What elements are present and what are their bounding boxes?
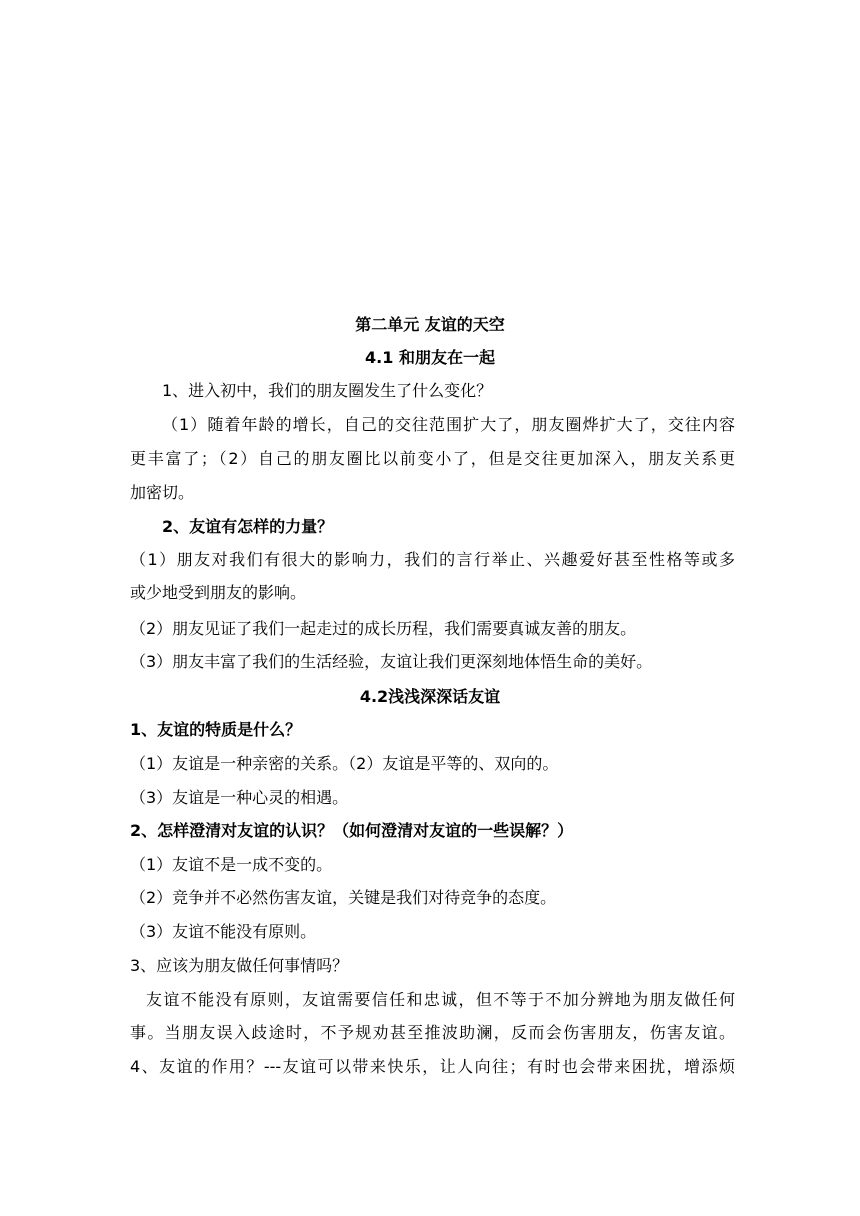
answer-2-item-1-line-1: （1）朋友对我们有很大的影响力，我们的言行举止、兴趣爱好甚至性格等或多 [130, 550, 735, 569]
answer-clarify-item-1: （1）友谊不是一成不变的。 [130, 855, 333, 874]
answer-2-item-2: （2）朋友见证了我们一起走过的成长历程，我们需要真诚友善的朋友。 [130, 619, 637, 638]
question-clarify-friendship: 2、怎样澄清对友谊的认识？（如何澄清对友谊的一些误解？） [130, 821, 574, 840]
unit-title: 第二单元 友谊的天空 [355, 315, 505, 334]
answer-clarify-item-2: （2）竞争并不必然伤害友谊，关键是我们对待竞争的态度。 [130, 888, 557, 907]
question-1-change: 1、进入初中，我们的朋友圈发生了什么变化？ [162, 381, 493, 400]
answer-2-item-1-line-2: 或少地受到朋友的影响。 [130, 583, 307, 602]
answer-clarify-item-3: （3）友谊不能没有原则。 [130, 922, 317, 941]
question-friendship-role-line-1: 4、友谊的作用？---友谊可以带来快乐，让人向往；有时也会带来困扰，增添烦 [130, 1057, 735, 1076]
section-title-4-2: 4.2浅浅深深话友谊 [359, 687, 501, 706]
answer-2-item-3: （3）朋友丰富了我们的生活经验，友谊让我们更深刻地体悟生命的美好。 [130, 652, 653, 671]
answer-1-line-2: 更丰富了；（2）自己的朋友圈比以前变小了，但是交往更加深入，朋友关系更 [130, 449, 735, 468]
answer-traits-line-2: （3）友谊是一种心灵的相遇。 [130, 788, 349, 807]
answer-do-anything-line-1: 友谊不能没有原则，友谊需要信任和忠诚，但不等于不加分辨地为朋友做任何 [146, 990, 735, 1009]
answer-traits-line-1: （1）友谊是一种亲密的关系。（2）友谊是平等的、双向的。 [130, 754, 559, 773]
question-do-anything-for-friend: 3、应该为朋友做任何事情吗？ [130, 956, 349, 975]
answer-1-line-1: （1）随着年龄的增长，自己的交往范围扩大了，朋友圈烨扩大了，交往内容 [162, 415, 735, 434]
answer-do-anything-line-2: 事。当朋友误入歧途时，不予规劝甚至推波助澜，反而会伤害朋友，伤害友谊。 [130, 1023, 735, 1042]
question-2-power: 2、友谊有怎样的力量？ [162, 517, 334, 536]
section-title-4-1: 4.1 和朋友在一起 [365, 348, 495, 367]
answer-1-line-3: 加密切。 [130, 483, 195, 502]
question-friendship-traits: 1、友谊的特质是什么？ [130, 720, 302, 739]
